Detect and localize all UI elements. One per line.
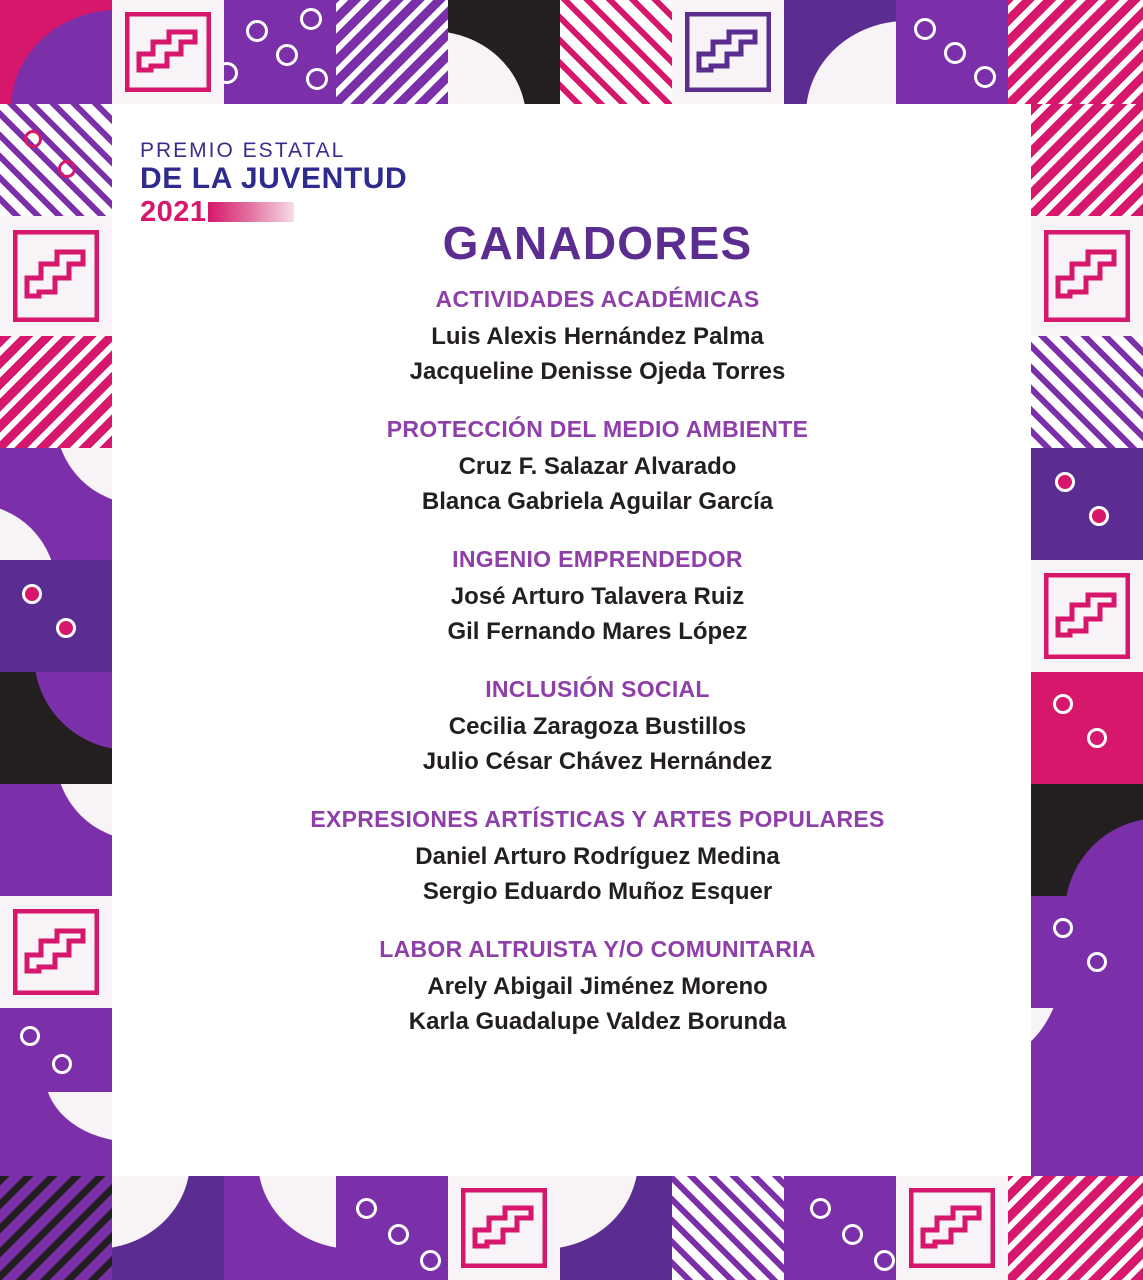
winner-name: Cruz F. Salazar Alvarado	[458, 453, 737, 481]
border-tile	[784, 1176, 896, 1280]
category-block	[164, 546, 1031, 649]
border-tile	[336, 1176, 448, 1280]
border-tile	[1031, 896, 1143, 1008]
border-tile	[448, 0, 560, 104]
winner-name: Jacqueline Denisse Ojeda Torres	[409, 357, 786, 385]
border-tile	[560, 0, 672, 104]
border-tile	[1031, 336, 1143, 448]
border-tile	[1031, 216, 1143, 336]
border-tile	[0, 448, 112, 560]
border-tile	[112, 1176, 224, 1280]
category-block	[164, 286, 1031, 389]
winners-list	[112, 286, 1031, 1040]
border-tile	[0, 1008, 112, 1092]
border-tile	[224, 1176, 336, 1280]
border-tile	[1031, 560, 1143, 672]
category-title: INGENIO EMPRENDEDOR	[452, 546, 743, 573]
greca-icon	[125, 12, 211, 92]
winner-name: Blanca Gabriela Aguilar García	[421, 487, 774, 515]
border-tile	[112, 0, 224, 104]
category-block	[164, 936, 1031, 1039]
winner-name: Sergio Eduardo Muñoz Esquer	[422, 877, 773, 905]
border-tile	[0, 216, 112, 336]
border-tile	[0, 784, 112, 896]
category-block	[164, 806, 1031, 909]
border-tile	[1031, 1008, 1143, 1176]
greca-icon	[13, 909, 99, 995]
border-tile	[672, 1176, 784, 1280]
event-logo	[140, 140, 470, 227]
border-tile	[448, 1176, 560, 1280]
border-tile	[896, 0, 1008, 104]
winner-name: Luis Alexis Hernández Palma	[431, 323, 764, 350]
category-title: LABOR ALTRUISTA Y/O COMUNITARIA	[379, 936, 816, 963]
greca-icon	[1044, 230, 1130, 322]
border-tile	[1031, 448, 1143, 560]
border-tile	[0, 1176, 112, 1280]
logo-line-premio-estatal: PREMIO ESTATAL	[140, 139, 346, 162]
border-tile	[1008, 1176, 1143, 1280]
border-tile	[560, 1176, 672, 1280]
border-tile	[672, 0, 784, 104]
border-tile	[0, 336, 112, 448]
border-tile	[0, 560, 112, 672]
border-tile	[224, 0, 336, 104]
category-block	[164, 676, 1031, 779]
border-tile	[896, 1176, 1008, 1280]
page-title: GANADORES	[442, 217, 753, 269]
border-tile	[1008, 0, 1143, 104]
greca-icon	[13, 230, 99, 322]
category-block	[164, 416, 1031, 519]
winner-name: Arely Abigail Jiménez Moreno	[427, 973, 768, 1001]
content-card	[112, 104, 1031, 1176]
category-title: EXPRESIONES ARTÍSTICAS Y ARTES POPULARES	[310, 806, 885, 833]
logo-line-de-la-juventud: DE LA JUVENTUD	[140, 162, 408, 196]
winner-name: Daniel Arturo Rodríguez Medina	[415, 843, 780, 871]
border-tile	[0, 104, 112, 216]
border-tile	[0, 896, 112, 1008]
border-tile	[1031, 672, 1143, 784]
border-tile	[0, 0, 112, 104]
winner-name: José Arturo Talavera Ruiz	[450, 583, 745, 611]
winner-name: Julio César Chávez Hernández	[422, 747, 773, 775]
winner-name: Cecilia Zaragoza Bustillos	[448, 713, 747, 741]
border-tile	[0, 1092, 112, 1176]
border-tile	[0, 672, 112, 784]
greca-icon	[685, 12, 771, 92]
category-title: PROTECCIÓN DEL MEDIO AMBIENTE	[386, 416, 809, 443]
greca-icon	[1044, 573, 1130, 659]
border-tile	[1031, 104, 1143, 216]
winner-name: Karla Guadalupe Valdez Borunda	[408, 1008, 787, 1036]
border-tile	[784, 0, 896, 104]
winner-name: Gil Fernando Mares López	[447, 617, 748, 645]
greca-icon	[909, 1188, 995, 1268]
border-tile	[336, 0, 448, 104]
logo-year: 2021	[140, 195, 207, 228]
greca-icon	[461, 1188, 547, 1268]
border-tile	[1031, 784, 1143, 896]
category-title: INCLUSIÓN SOCIAL	[485, 676, 710, 703]
category-title: ACTIVIDADES ACADÉMICAS	[435, 286, 760, 312]
